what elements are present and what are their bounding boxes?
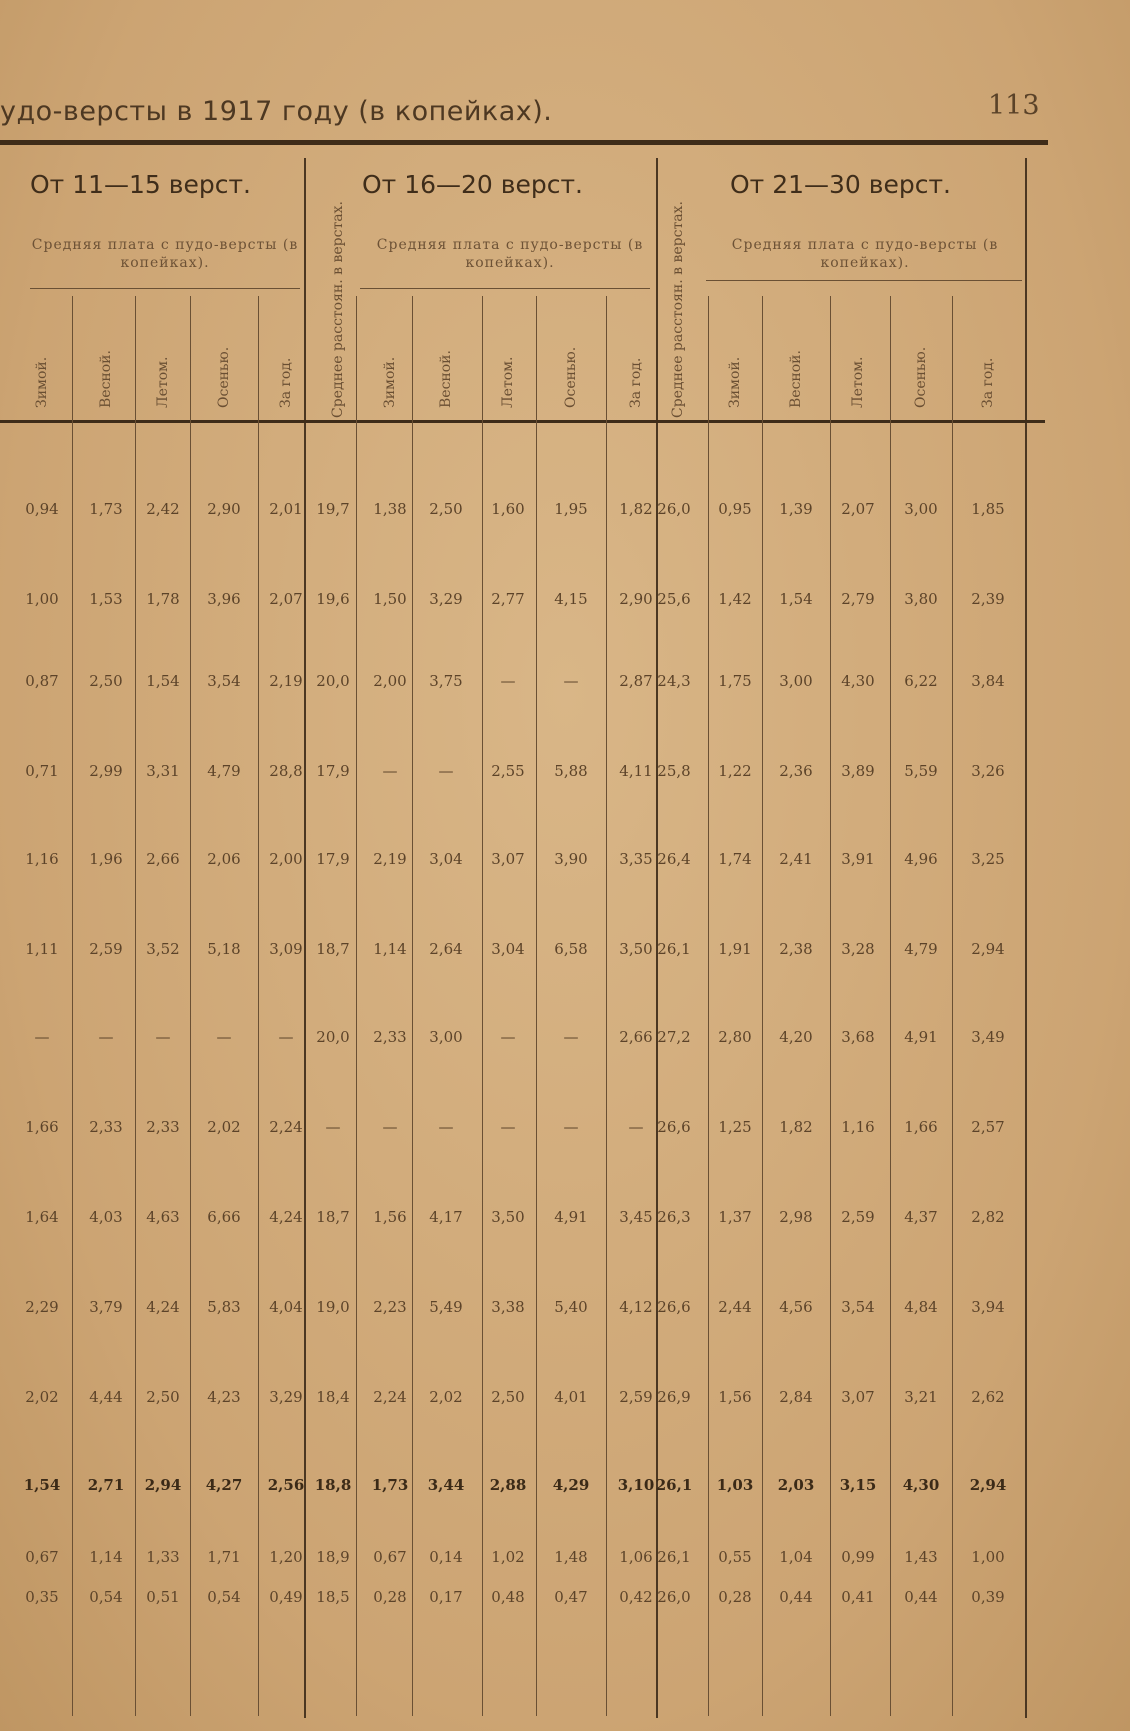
table-cell: 1,95 <box>554 500 588 518</box>
table-cell: 4,12 <box>619 1298 653 1316</box>
table-cell: 4,96 <box>904 850 938 868</box>
table-cell: 1,74 <box>718 850 752 868</box>
table-cell: 3,80 <box>904 590 938 608</box>
table-cell: 17,9 <box>316 850 350 868</box>
table-cell: 1,82 <box>779 1118 813 1136</box>
table-cell: 3,90 <box>554 850 588 868</box>
table-cell: 3,29 <box>429 590 463 608</box>
table-cell: — <box>500 1118 516 1136</box>
table-cell: 3,04 <box>429 850 463 868</box>
table-cell: 2,02 <box>207 1118 241 1136</box>
table-cell: 4,17 <box>429 1208 463 1226</box>
table-cell: 1,38 <box>373 500 407 518</box>
table-cell: 1,39 <box>779 500 813 518</box>
table-cell: 2,19 <box>269 672 303 690</box>
table-cell: 2,41 <box>779 850 813 868</box>
table-cell: 2,71 <box>87 1476 125 1494</box>
table-cell: 1,54 <box>146 672 180 690</box>
table-cell: 2,57 <box>971 1118 1005 1136</box>
table-cell: 19,0 <box>316 1298 350 1316</box>
table-cell: 3,09 <box>269 940 303 958</box>
table-cell: 4,29 <box>552 1476 590 1494</box>
table-cell: — <box>382 762 398 780</box>
table-cell: 2,82 <box>971 1208 1005 1226</box>
subheader-rule <box>706 280 1022 281</box>
table-cell: 1,56 <box>373 1208 407 1226</box>
table-cell: 2,50 <box>89 672 123 690</box>
table-cell: 0,41 <box>841 1588 875 1606</box>
table-cell: 1,60 <box>491 500 525 518</box>
table-cell: 1,54 <box>23 1476 61 1494</box>
column-header: Осенью. <box>216 346 232 408</box>
table-cell: 4,30 <box>841 672 875 690</box>
table-cell: 25,6 <box>657 590 691 608</box>
table-cell: 0,42 <box>619 1588 653 1606</box>
table-cell: 1,48 <box>554 1548 588 1566</box>
table-cell: — <box>563 1028 579 1046</box>
table-cell: 26,3 <box>657 1208 691 1226</box>
table-cell: 2,94 <box>969 1476 1007 1494</box>
column-header: Зимой. <box>34 356 50 408</box>
table-cell: 4,24 <box>269 1208 303 1226</box>
distance-header-21-30: Среднее расстоян. в верстах. <box>670 201 686 418</box>
table-cell: 1,78 <box>146 590 180 608</box>
table-cell: 26,1 <box>657 940 691 958</box>
table-cell: — <box>438 1118 454 1136</box>
table-cell: 3,10 <box>617 1476 655 1494</box>
page-number: 113 <box>988 90 1040 121</box>
table-cell: 18,7 <box>316 1208 350 1226</box>
table-cell: 0,47 <box>554 1588 588 1606</box>
column-divider <box>952 296 953 1716</box>
table-cell: 1,71 <box>207 1548 241 1566</box>
table-cell: 0,14 <box>429 1548 463 1566</box>
table-cell: 1,73 <box>89 500 123 518</box>
column-header: Осенью. <box>563 346 579 408</box>
table-cell: 2,59 <box>841 1208 875 1226</box>
table-cell: 1,56 <box>718 1388 752 1406</box>
table-cell: 3,44 <box>427 1476 465 1494</box>
table-cell: 2,87 <box>619 672 653 690</box>
table-cell: 1,00 <box>971 1548 1005 1566</box>
column-header: За год. <box>628 357 644 408</box>
table-cell: 3,75 <box>429 672 463 690</box>
table-cell: 2,79 <box>841 590 875 608</box>
table-cell: 3,96 <box>207 590 241 608</box>
table-cell: 5,49 <box>429 1298 463 1316</box>
table-cell: — <box>325 1118 341 1136</box>
group-subheader-21-30: Средняя плата с пудо-версты (в копейках). <box>731 237 999 271</box>
table-cell: 0,99 <box>841 1548 875 1566</box>
table-cell: 4,03 <box>89 1208 123 1226</box>
table-cell: 2,90 <box>619 590 653 608</box>
table-cell: 0,51 <box>146 1588 180 1606</box>
table-cell: 26,1 <box>655 1476 693 1494</box>
table-cell: 3,04 <box>491 940 525 958</box>
table-cell: 1,50 <box>373 590 407 608</box>
table-cell: — <box>155 1028 171 1046</box>
table-cell: 1,85 <box>971 500 1005 518</box>
page-heading: удо-версты в 1917 году (в копейках). <box>0 96 553 127</box>
table-cell: 1,54 <box>779 590 813 608</box>
table-cell: 1,14 <box>373 940 407 958</box>
table-cell: 2,59 <box>619 1388 653 1406</box>
table-cell: 1,91 <box>718 940 752 958</box>
table-cell: 1,02 <box>491 1548 525 1566</box>
table-cell: 2,66 <box>146 850 180 868</box>
table-cell: 2,84 <box>779 1388 813 1406</box>
table-cell: — <box>382 1118 398 1136</box>
table-cell: — <box>216 1028 232 1046</box>
table-cell: 0,39 <box>971 1588 1005 1606</box>
table-cell: 1,66 <box>904 1118 938 1136</box>
table-cell: 3,91 <box>841 850 875 868</box>
table-cell: 4,01 <box>554 1388 588 1406</box>
table-cell: 1,33 <box>146 1548 180 1566</box>
table-cell: 0,48 <box>491 1588 525 1606</box>
table-cell: 26,0 <box>657 1588 691 1606</box>
table-cell: 1,82 <box>619 500 653 518</box>
table-cell: 4,79 <box>904 940 938 958</box>
column-divider <box>72 296 73 1716</box>
table-cell: 18,9 <box>316 1548 350 1566</box>
table-cell: 3,00 <box>429 1028 463 1046</box>
table-cell: 27,2 <box>657 1028 691 1046</box>
table-cell: 2,80 <box>718 1028 752 1046</box>
table-cell: 18,4 <box>316 1388 350 1406</box>
table-cell: 1,37 <box>718 1208 752 1226</box>
column-divider <box>762 296 763 1716</box>
table-cell: 20,0 <box>316 1028 350 1046</box>
column-divider <box>536 296 537 1716</box>
table-cell: 1,66 <box>25 1118 59 1136</box>
group-title-16-20: От 16—20 верст. <box>362 170 583 199</box>
table-cell: — <box>278 1028 294 1046</box>
table-cell: 5,88 <box>554 762 588 780</box>
table-cell: — <box>563 1118 579 1136</box>
table-cell: — <box>438 762 454 780</box>
group-subheader-11-15: Средняя плата с пудо-версты (в копейках). <box>31 237 299 271</box>
table-cell: 3,50 <box>491 1208 525 1226</box>
table-cell: 1,25 <box>718 1118 752 1136</box>
table-cell: 2,56 <box>267 1476 305 1494</box>
table-cell: 2,88 <box>489 1476 527 1494</box>
table-cell: 5,40 <box>554 1298 588 1316</box>
table-right-border <box>1025 158 1027 1718</box>
table-cell: 1,53 <box>89 590 123 608</box>
table-cell: 1,06 <box>619 1548 653 1566</box>
table-cell: 2,99 <box>89 762 123 780</box>
table-cell: — <box>563 672 579 690</box>
table-cell: 2,62 <box>971 1388 1005 1406</box>
table-cell: 0,49 <box>269 1588 303 1606</box>
table-cell: 3,89 <box>841 762 875 780</box>
table-cell: 3,49 <box>971 1028 1005 1046</box>
table-cell: 2,33 <box>89 1118 123 1136</box>
column-header: Весной. <box>98 350 114 408</box>
table-cell: 25,8 <box>657 762 691 780</box>
table-cell: 2,64 <box>429 940 463 958</box>
table-cell: 0,67 <box>25 1548 59 1566</box>
table-cell: 2,66 <box>619 1028 653 1046</box>
table-cell: 3,00 <box>904 500 938 518</box>
table-cell: 2,00 <box>373 672 407 690</box>
table-cell: 3,54 <box>841 1298 875 1316</box>
table-cell: 2,29 <box>25 1298 59 1316</box>
table-cell: 26,0 <box>657 500 691 518</box>
table-cell: 20,0 <box>316 672 350 690</box>
table-cell: — <box>628 1118 644 1136</box>
table-cell: 3,00 <box>779 672 813 690</box>
table-cell: — <box>500 1028 516 1046</box>
table-cell: 19,6 <box>316 590 350 608</box>
table-cell: 3,79 <box>89 1298 123 1316</box>
group-title-21-30: От 21—30 верст. <box>730 170 951 199</box>
table-cell: 2,02 <box>429 1388 463 1406</box>
table-cell: 3,28 <box>841 940 875 958</box>
table-cell: 3,21 <box>904 1388 938 1406</box>
table-cell: 0,71 <box>25 762 59 780</box>
table-cell: 26,9 <box>657 1388 691 1406</box>
column-header: Летом. <box>850 356 866 408</box>
column-header: За год. <box>278 357 294 408</box>
table-cell: 0,54 <box>89 1588 123 1606</box>
table-cell: 4,24 <box>146 1298 180 1316</box>
table-cell: 4,04 <box>269 1298 303 1316</box>
top-rule <box>0 140 1048 145</box>
column-header: Летом. <box>155 356 171 408</box>
table-cell: 3,07 <box>841 1388 875 1406</box>
table-cell: 0,55 <box>718 1548 752 1566</box>
table-cell: 2,23 <box>373 1298 407 1316</box>
table-cell: 1,04 <box>779 1548 813 1566</box>
group-subheader-16-20: Средняя плата с пудо-версты (в копейках). <box>376 237 644 271</box>
table-cell: 4,11 <box>619 762 653 780</box>
table-cell: 18,5 <box>316 1588 350 1606</box>
table-cell: 2,36 <box>779 762 813 780</box>
table-cell: 1,14 <box>89 1548 123 1566</box>
table-cell: 0,44 <box>779 1588 813 1606</box>
table-cell: 28,8 <box>269 762 303 780</box>
column-header: Осенью. <box>913 346 929 408</box>
table-cell: 1,43 <box>904 1548 938 1566</box>
table-cell: 0,67 <box>373 1548 407 1566</box>
table-cell: 0,35 <box>25 1588 59 1606</box>
table-cell: 2,50 <box>146 1388 180 1406</box>
table-cell: 4,91 <box>904 1028 938 1046</box>
table-cell: 4,27 <box>205 1476 243 1494</box>
table-cell: 4,23 <box>207 1388 241 1406</box>
table-cell: 3,38 <box>491 1298 525 1316</box>
table-cell: 1,03 <box>716 1476 754 1494</box>
table-cell: 2,03 <box>777 1476 815 1494</box>
table-cell: 0,17 <box>429 1588 463 1606</box>
table-cell: 2,59 <box>89 940 123 958</box>
table-cell: 3,35 <box>619 850 653 868</box>
subheader-rule <box>30 288 300 289</box>
table-cell: 1,11 <box>25 940 59 958</box>
column-divider <box>356 296 357 1716</box>
table-cell: 0,54 <box>207 1588 241 1606</box>
table-cell: 1,16 <box>25 850 59 868</box>
group-title-11-15: От 11—15 верст. <box>30 170 251 199</box>
table-cell: 1,73 <box>371 1476 409 1494</box>
subheader-rule <box>360 288 650 289</box>
table-cell: 26,4 <box>657 850 691 868</box>
table-cell: 0,87 <box>25 672 59 690</box>
table-cell: 3,84 <box>971 672 1005 690</box>
column-divider <box>708 296 709 1716</box>
table-cell: 3,25 <box>971 850 1005 868</box>
table-cell: 2,44 <box>718 1298 752 1316</box>
table-cell: 2,02 <box>25 1388 59 1406</box>
table-cell: 3,29 <box>269 1388 303 1406</box>
table-cell: 2,94 <box>971 940 1005 958</box>
table-cell: 2,39 <box>971 590 1005 608</box>
table-cell: 24,3 <box>657 672 691 690</box>
table-cell: 4,79 <box>207 762 241 780</box>
table-cell: 1,96 <box>89 850 123 868</box>
table-cell: 18,7 <box>316 940 350 958</box>
table-cell: 6,66 <box>207 1208 241 1226</box>
table-cell: 1,22 <box>718 762 752 780</box>
column-header: Зимой. <box>727 356 743 408</box>
table-cell: 2,06 <box>207 850 241 868</box>
table-cell: 5,83 <box>207 1298 241 1316</box>
table-cell: 4,63 <box>146 1208 180 1226</box>
table-cell: 6,22 <box>904 672 938 690</box>
column-header: Зимой. <box>382 356 398 408</box>
table-cell: 3,07 <box>491 850 525 868</box>
column-header: Весной. <box>438 350 454 408</box>
table-cell: 26,6 <box>657 1118 691 1136</box>
table-cell: 4,37 <box>904 1208 938 1226</box>
table-cell: 6,58 <box>554 940 588 958</box>
table-cell: 0,44 <box>904 1588 938 1606</box>
table-cell: 1,75 <box>718 672 752 690</box>
table-cell: 3,54 <box>207 672 241 690</box>
table-cell: 4,56 <box>779 1298 813 1316</box>
table-cell: 26,1 <box>657 1548 691 1566</box>
table-cell: 18,8 <box>314 1476 352 1494</box>
table-cell: 5,59 <box>904 762 938 780</box>
header-rule <box>0 420 1045 423</box>
table-cell: 4,91 <box>554 1208 588 1226</box>
table-cell: 0,94 <box>25 500 59 518</box>
table-cell: 1,20 <box>269 1548 303 1566</box>
table-cell: 0,28 <box>373 1588 407 1606</box>
table-cell: 2,33 <box>373 1028 407 1046</box>
table-cell: 2,42 <box>146 500 180 518</box>
table-cell: 4,30 <box>902 1476 940 1494</box>
table-cell: 2,33 <box>146 1118 180 1136</box>
column-header: Весной. <box>788 350 804 408</box>
table-cell: 2,19 <box>373 850 407 868</box>
table-cell: 4,20 <box>779 1028 813 1046</box>
table-cell: 5,18 <box>207 940 241 958</box>
table-cell: 2,07 <box>269 590 303 608</box>
table-cell: 2,07 <box>841 500 875 518</box>
table-cell: 2,38 <box>779 940 813 958</box>
table-cell: 3,31 <box>146 762 180 780</box>
table-cell: 2,01 <box>269 500 303 518</box>
table-cell: 3,94 <box>971 1298 1005 1316</box>
table-cell: 2,24 <box>373 1388 407 1406</box>
table-cell: 4,44 <box>89 1388 123 1406</box>
table-cell: 2,00 <box>269 850 303 868</box>
table-cell: 3,26 <box>971 762 1005 780</box>
table-cell: 4,15 <box>554 590 588 608</box>
table-cell: — <box>500 672 516 690</box>
table-cell: 0,95 <box>718 500 752 518</box>
table-cell: — <box>98 1028 114 1046</box>
table-cell: 2,50 <box>491 1388 525 1406</box>
table-cell: 2,77 <box>491 590 525 608</box>
column-header: Летом. <box>500 356 516 408</box>
table-cell: 2,50 <box>429 500 463 518</box>
table-cell: 2,94 <box>144 1476 182 1494</box>
table-cell: 1,64 <box>25 1208 59 1226</box>
table-cell: 26,6 <box>657 1298 691 1316</box>
table-cell: 0,28 <box>718 1588 752 1606</box>
table-cell: 2,55 <box>491 762 525 780</box>
table-cell: 3,15 <box>839 1476 877 1494</box>
table-cell: 19,7 <box>316 500 350 518</box>
table-cell: 2,98 <box>779 1208 813 1226</box>
table-cell: — <box>34 1028 50 1046</box>
table-cell: 3,45 <box>619 1208 653 1226</box>
table-cell: 3,68 <box>841 1028 875 1046</box>
table-cell: 2,90 <box>207 500 241 518</box>
table-cell: 1,42 <box>718 590 752 608</box>
table-cell: 3,50 <box>619 940 653 958</box>
table-cell: 1,16 <box>841 1118 875 1136</box>
distance-header-16-20: Среднее расстоян. в верстах. <box>330 201 346 418</box>
table-cell: 2,24 <box>269 1118 303 1136</box>
table-cell: 17,9 <box>316 762 350 780</box>
column-divider <box>606 296 607 1716</box>
table-cell: 3,52 <box>146 940 180 958</box>
column-header: За год. <box>980 357 996 408</box>
table-cell: 4,84 <box>904 1298 938 1316</box>
table-cell: 1,00 <box>25 590 59 608</box>
